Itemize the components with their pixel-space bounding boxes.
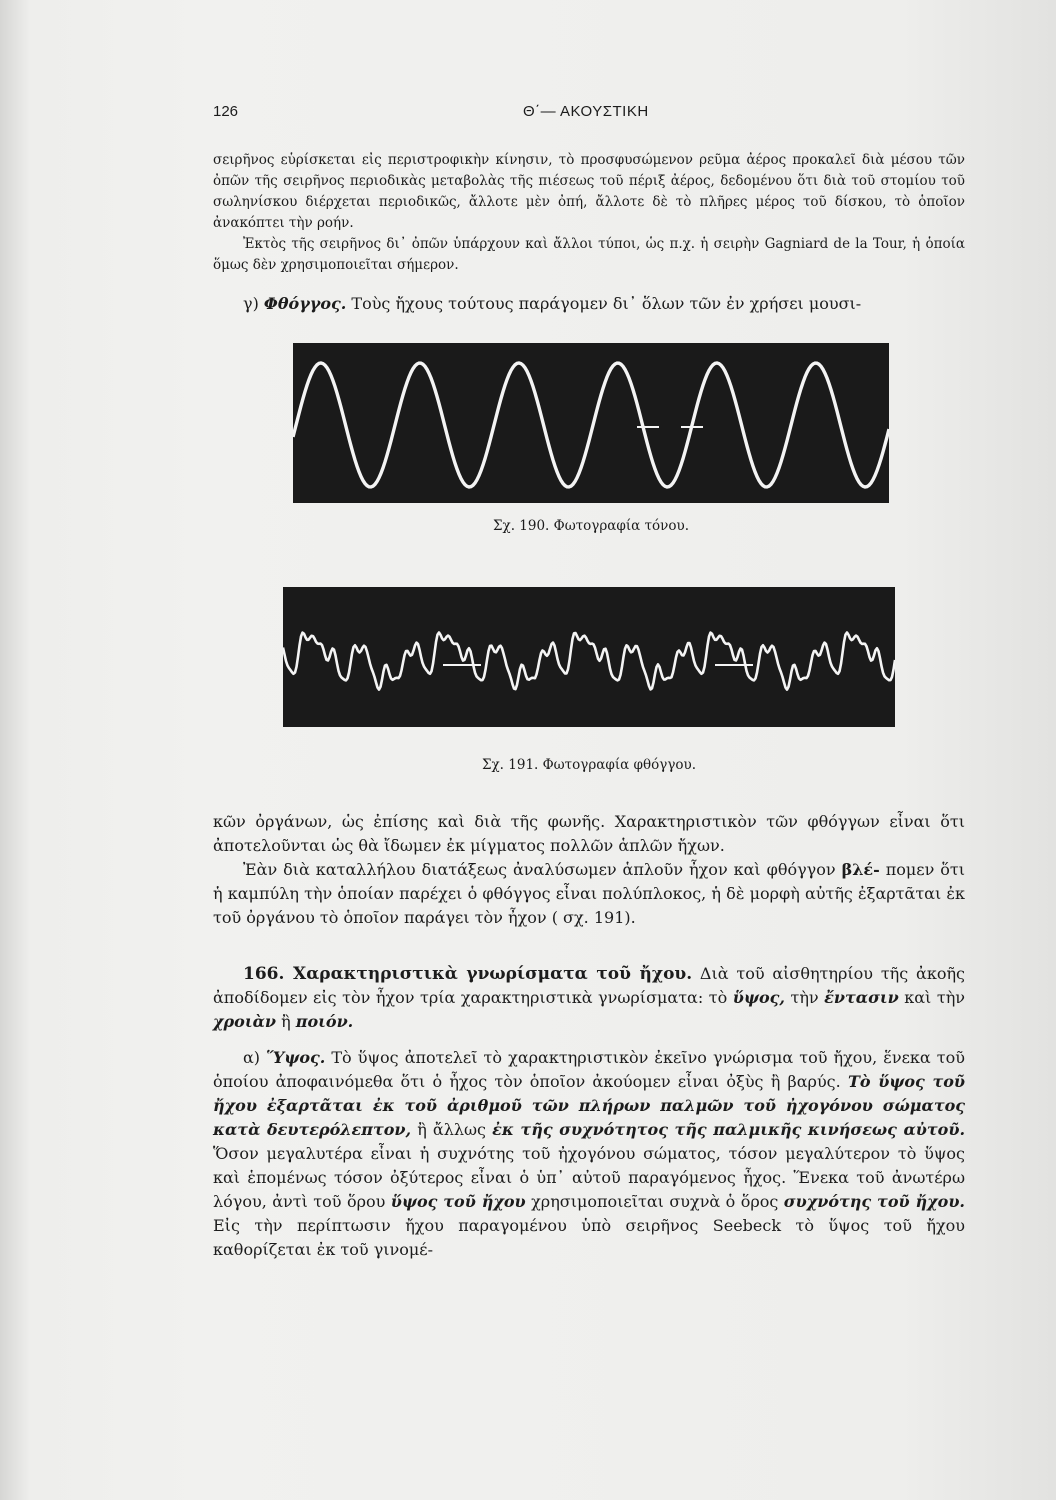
mid-paragraph (213, 810, 965, 930)
ypsos-paragraph: α) Ὕψος. Τὸ ὕψος ἀποτελεῖ τὸ χαρακτηριστικὸν ἐκεῖνο γνώρισμα τοῦ ἤχου, ἕνεκα τοῦ ὁποίου ἀποφαινόμεθα ὅτι ὁ ἦχος τὸν ὁποῖον ἀκούομεν εἶναι ὀξὺς ἢ βαρύς. Τὸ ὕψος τοῦ ἤχου ἐξαρτᾶται ἐκ τοῦ ἀριθμοῦ τῶν πλήρων παλμῶν τοῦ ἠχογόνου σώματος κατὰ δευτερόλεπτον, ἢ ἄλλως ἐκ τῆς συχνότητος τῆς παλμικῆς κινήσεως αὐτοῦ. Ὅσον μεγαλυτέρα εἶναι ἡ συχνότης τοῦ ἠχογόνου σώματος, τόσον μεγαλύτερον τὸ ὕψος καὶ ἑπομένως τόσον ὀξύτερος εἶναι ὁ ὑπ᾿ αὐτοῦ παραγόμενος ἦχος. Ἕνεκα τοῦ ἀνωτέρω λόγου, ἀντὶ τοῦ ὅρου ὕψος τοῦ ἤχου χρησιμοποιεῖται συχνὰ ὁ ὅρος συχνότης τοῦ ἤχου. Εἰς τὴν περίπτωσιν ἤχου παραγομένου ὑπὸ σειρῆνος Seebeck τὸ ὕψος τοῦ ἤχου καθορίζεται ἐκ τοῦ γινομέ- (213, 1048, 966, 1259)
figure-191-caption: Σχ. 191. Φωτογραφία φθόγγου. (481, 757, 697, 773)
analysis-paragraph: Ἐὰν διὰ καταλλήλου διατάξεως ἀναλύσωμεν ἁπλοῦν ἦχον καὶ φθόγγον βλέ- πομεν ὅτι ἡ καμπύλη τὴν ὁποίαν παρέχει ὁ φθόγγος εἶναι πολύπλοκος, ἡ δὲ μορφὴ αὐτῆς ἐξαρτᾶται ἐκ τοῦ ὀργάνου τὸ ὁποῖον παράγει τὸν ἦχον ( σχ. 191). (213, 860, 966, 927)
phthongos-intro (213, 292, 965, 316)
tone-waveform (293, 343, 889, 503)
complex-waveform (283, 587, 895, 727)
phthongos-text: Τοὺς ἤχους τούτους παράγομεν δι᾿ ὅλων τῶν ἐν χρήσει μουσι- (351, 294, 862, 313)
top-paragraph (213, 150, 965, 276)
section-166-title: 166. Χαρακτηριστικὰ γνωρίσματα τοῦ ἤχου. (243, 964, 693, 984)
ypsos-label: α) (243, 1048, 261, 1067)
phthongos-term: Φθόγγος. (263, 294, 347, 313)
other-sirens-paragraph: Ἐκτὸς τῆς σειρῆνος δι᾿ ὀπῶν ὑπάρχουν καὶ ἄλλοι τύποι, ὡς π.χ. ἡ σειρὴν Gagniard de la Tour, ἡ ὁποία ὅμως δὲν χρησιμοποιεῖται σήμερον. (213, 236, 965, 273)
sine-wave-trace (293, 363, 889, 487)
siren-paragraph: σειρῆνος εὑρίσκεται εἰς περιστροφικὴν κίνησιν, τὸ προσφυσώμενον ρεῦμα ἀέρος προκαλεῖ διὰ μέσου τῶν ὀπῶν τῆς σειρῆνος περιοδικὰς μεταβολὰς τῆς πιέσεως τοῦ πέριξ ἀέρος, δεδομένου ὅτι διὰ τοῦ στομίου τοῦ σωληνίσκου διέρχεται περιοδικῶς, ἄλλοτε μὲν ὀπή, ἄλλοτε δὲ τὸ πλῆρες μέρος τοῦ δίσκου, τὸ ὁποῖον ἀνακόπτει τὴν ροήν. (213, 152, 965, 231)
running-title: Θ΄— ΑΚΟΥΣΤΙΚΗ (523, 103, 649, 120)
section-166: 166. Χαρακτηριστικὰ γνωρίσματα τοῦ ἤχου. Διὰ τοῦ αἰσθητηρίου τῆς ἀκοῆς ἀποδίδομεν εἰς τὸν ἦχον τρία χαρακτηριστικὰ γνωρίσματα: τὸ ὕψος, τὴν ἔντασιν καὶ τὴν χροιὰν ἢ ποιόν. (213, 964, 966, 1031)
figure-190-tone-photo (293, 343, 889, 503)
instruments-paragraph: κῶν ὀργάνων, ὡς ἐπίσης καὶ διὰ τῆς φωνῆς. Χαρακτηριστικὸν τῶν φθόγγων εἶναι ὅτι ἀποτελοῦνται ὡς θὰ ἴδωμεν ἐκ μίγματος πολλῶν ἁπλῶν ἤχων. (213, 812, 965, 855)
page-header (213, 103, 973, 127)
figure-190-caption: Σχ. 190. Φωτογραφία τόνου. (492, 518, 690, 534)
ypsos-term: Ὕψος. (266, 1048, 326, 1067)
phthongos-label: γ) (243, 294, 259, 313)
figure-191-phthongos-photo (283, 587, 895, 727)
complex-wave-trace (283, 633, 895, 690)
page-number: 126 (213, 103, 239, 120)
